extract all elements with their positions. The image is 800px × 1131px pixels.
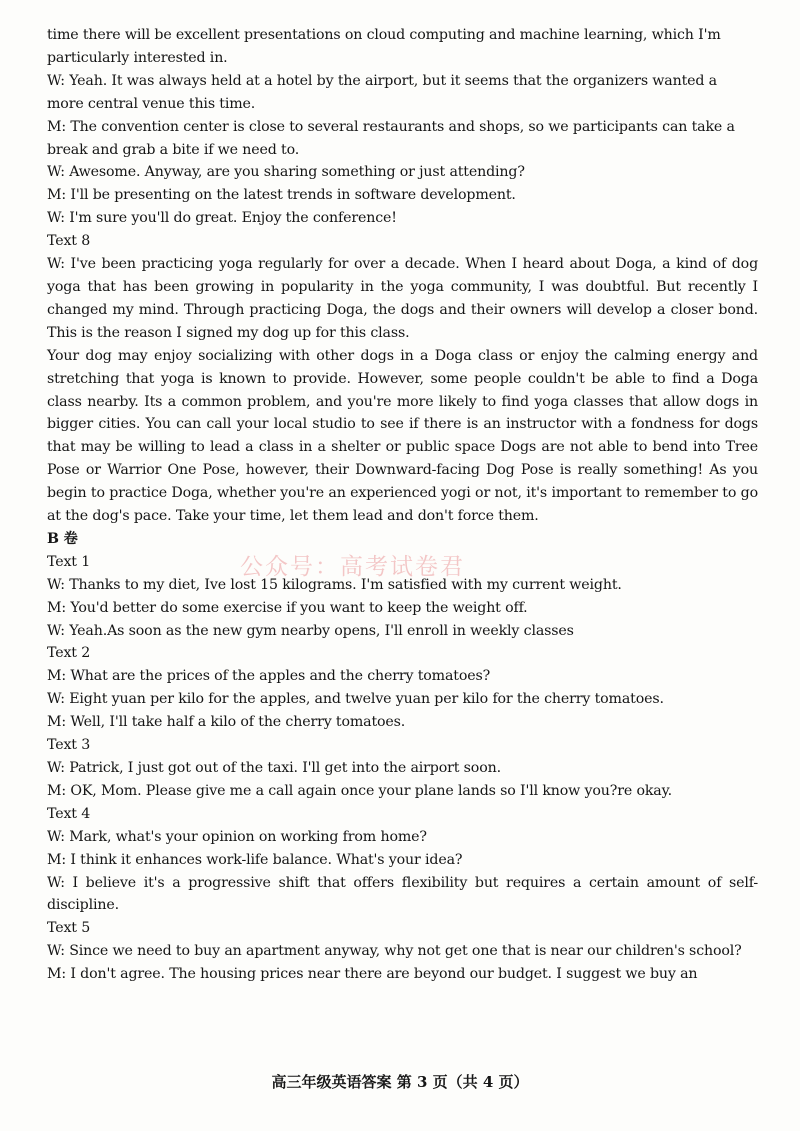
page-footer: 高三年级英语答案 第 3 页（共 4 页） [271,1073,529,1091]
dialogue-line: W: Mark, what's your opinion on working from home? [47,828,427,845]
dialogue-line: M: Well, I'll take half a kilo of the cherry tomatoes. [47,714,406,731]
text-line: W: Yeah. It was always held at a hotel by the airport, but it seems that the organizers wanted a [47,72,717,89]
section-heading-text-8: Text 8 [47,233,91,250]
dialogue-line: W: Thanks to my diet, Ive lost 15 kilograms. I'm satisfied with my current weight. [47,576,622,593]
text-line: W: I'm sure you'll do great. Enjoy the conference! [47,210,397,227]
paragraph: W: I've been practicing yoga regularly for over a decade. When I heard about Doga, a kind of dog yoga that has been growing in popularity in the yoga community, I was doubtful. But recently I changed my mind. Through practicing Doga, the dogs and their owners will develop a closer bond. This is the reason I signed my dog up for this class. [47,256,758,341]
dialogue-line: M: What are the prices of the apples and the cherry tomatoes? [47,668,491,685]
text-line: time there will be excellent presentations on cloud computing and machine learning, which I'm [47,27,721,43]
section-heading-b: B 卷 [47,530,78,547]
section-heading: Text 3 [47,737,91,754]
section-heading: Text 2 [47,645,91,662]
section-heading: Text 5 [47,920,91,937]
watermark: 公众号：高考试卷君 [240,554,465,580]
text-line: M: I'll be presenting on the latest trends in software development. [47,187,516,204]
text-line: more central venue this time. [47,95,256,112]
dialogue-line: M: I don't agree. The housing prices near there are beyond our budget. I suggest we buy an [47,966,698,983]
dialogue-line: W: Yeah.As soon as the new gym nearby opens, I'll enroll in weekly classes [47,622,574,639]
paragraph: Your dog may enjoy socializing with other dogs in a Doga class or enjoy the calming energy and stretching that yoga is known to provide. However, some people couldn't be able to find a Doga class nearby. Its a common problem, and you're more likely to find yoga classes that allow dogs in bigger cities. You can call your local studio to see if there is an instructor with a fondness for dogs that may be willing to lead a class in a shelter or public space Dogs are not able to bend into Tree Pose or Warrior One Pose, however, their Downward-facing Dog Pose is really something! As you begin to practice Doga, whether you're an experienced yogi or not, it's important to remember to go at the dog's pace. Take your time, let them lead and don't force them. [47,347,758,525]
dialogue-line: W: Since we need to buy an apartment anyway, why not get one that is near our children's school? [47,943,742,960]
dialogue-line: M: You'd better do some exercise if you want to keep the weight off. [47,599,528,616]
section-heading: Text 1 [47,553,91,570]
text-line: M: The convention center is close to several restaurants and shops, so we participants can take a [47,118,735,135]
dialogue-line: W: Patrick, I just got out of the taxi. I'll get into the airport soon. [47,760,501,776]
page-body [47,24,758,986]
dialogue-line: M: I think it enhances work-life balance. What's your idea? [47,851,463,868]
text-line: break and grab a bite if we need to. [47,141,300,158]
text-line: particularly interested in. [47,49,228,66]
dialogue-line: M: OK, Mom. Please give me a call again once your plane lands so I'll know you?re okay. [47,782,672,799]
text-line: W: Awesome. Anyway, are you sharing something or just attending? [47,164,525,181]
section-heading: Text 4 [47,805,91,822]
dialogue-line: W: I believe it's a progressive shift that offers flexibility but requires a certain amount of self-discipline. [47,874,758,914]
dialogue-line: W: Eight yuan per kilo for the apples, and twelve yuan per kilo for the cherry tomatoes. [47,691,664,708]
